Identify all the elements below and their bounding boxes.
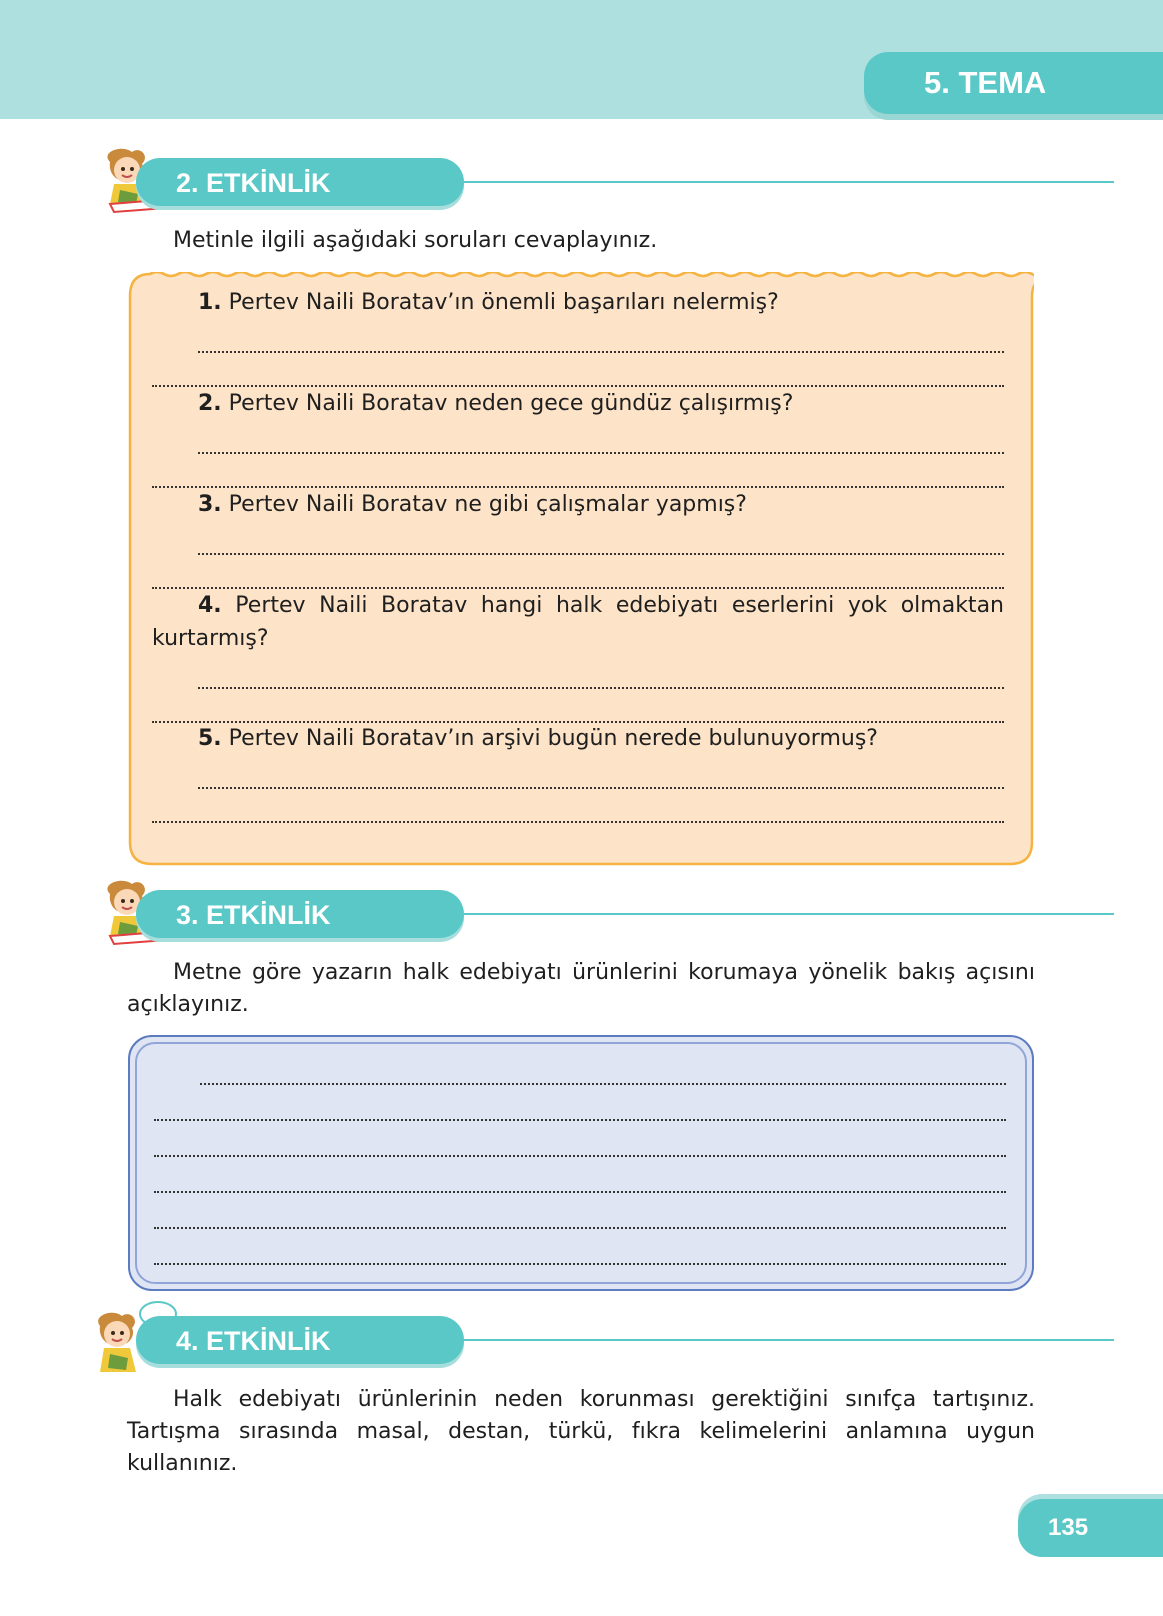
answer-line[interactable] xyxy=(198,521,1004,555)
question-1-number: 1. xyxy=(198,290,222,315)
answer-line[interactable] xyxy=(200,1049,1006,1085)
activity3-divider xyxy=(464,913,1114,915)
activity3-instruction xyxy=(127,957,1035,1021)
question-1 xyxy=(152,286,1004,387)
answer-line[interactable] xyxy=(152,454,1004,488)
answer-box xyxy=(128,1035,1034,1291)
answer-line[interactable] xyxy=(154,1121,1006,1157)
answer-line[interactable] xyxy=(198,655,1004,689)
answer-line[interactable] xyxy=(154,1157,1006,1193)
activity2-title: 2. ETKİNLİK xyxy=(176,168,331,198)
activity2-header xyxy=(80,142,1040,222)
activity3-header xyxy=(80,874,1040,954)
activity2-divider xyxy=(464,181,1114,183)
question-5-number: 5. xyxy=(198,726,222,751)
page-number-tab xyxy=(1018,1499,1163,1557)
questions-box xyxy=(128,272,1034,866)
activity2-instruction-text: Metinle ilgili aşağıdaki soruları cevaplayınız. xyxy=(173,228,658,253)
answer-line[interactable] xyxy=(154,1085,1006,1121)
question-2 xyxy=(152,387,1004,488)
question-3-number: 3. xyxy=(198,492,222,517)
question-5 xyxy=(152,722,1004,823)
answer-line[interactable] xyxy=(198,755,1004,789)
question-3-text: Pertev Naili Boratav ne gibi çalışmalar yapmış? xyxy=(228,492,747,517)
answer-lines xyxy=(154,1049,1006,1265)
activity3-instruction-text: Metne göre yazarın halk edebiyatı ürünlerini korumaya yönelik bakış açısını açıklayınız. xyxy=(127,960,1035,1017)
answer-line[interactable] xyxy=(154,1193,1006,1229)
activity2-title-pill xyxy=(136,158,464,206)
answer-line[interactable] xyxy=(152,689,1004,723)
answer-line[interactable] xyxy=(198,319,1004,353)
activity4-title-pill xyxy=(136,1316,464,1364)
answer-line[interactable] xyxy=(154,1229,1006,1265)
activity4-header xyxy=(80,1300,1040,1380)
question-4-text: Pertev Naili Boratav hangi halk edebiyatı eserlerini yok olmaktan kurtarmış? xyxy=(152,593,1004,651)
question-2-text: Pertev Naili Boratav neden gece gündüz çalışırmış? xyxy=(228,391,794,416)
activity3-title: 3. ETKİNLİK xyxy=(176,900,331,930)
theme-tab xyxy=(864,52,1163,114)
page-number: 135 xyxy=(1048,1514,1089,1541)
question-4-number: 4. xyxy=(198,593,222,618)
activity4-divider xyxy=(464,1339,1114,1341)
theme-label: 5. TEMA xyxy=(924,65,1047,100)
question-5-text: Pertev Naili Boratav’ın arşivi bugün nerede bulunuyormuş? xyxy=(228,726,878,751)
question-2-number: 2. xyxy=(198,391,222,416)
answer-line[interactable] xyxy=(152,353,1004,387)
question-3 xyxy=(152,488,1004,589)
activity3-title-pill xyxy=(136,890,464,938)
activity4-instruction-text: Halk edebiyatı ürünlerinin neden korunması gerektiğini sınıfça tartışınız. Tartışma sırasında masal, destan, türkü, fıkra kelimelerini anlamına uygun kullanınız. xyxy=(127,1387,1035,1476)
answer-line[interactable] xyxy=(152,789,1004,823)
answer-line[interactable] xyxy=(198,420,1004,454)
question-1-text: Pertev Naili Boratav’ın önemli başarıları nelermiş? xyxy=(228,290,779,315)
activity4-instruction xyxy=(127,1384,1035,1480)
question-4 xyxy=(152,589,1004,723)
activity2-instruction xyxy=(127,225,1035,257)
answer-line[interactable] xyxy=(152,555,1004,589)
activity4-title: 4. ETKİNLİK xyxy=(176,1326,331,1356)
